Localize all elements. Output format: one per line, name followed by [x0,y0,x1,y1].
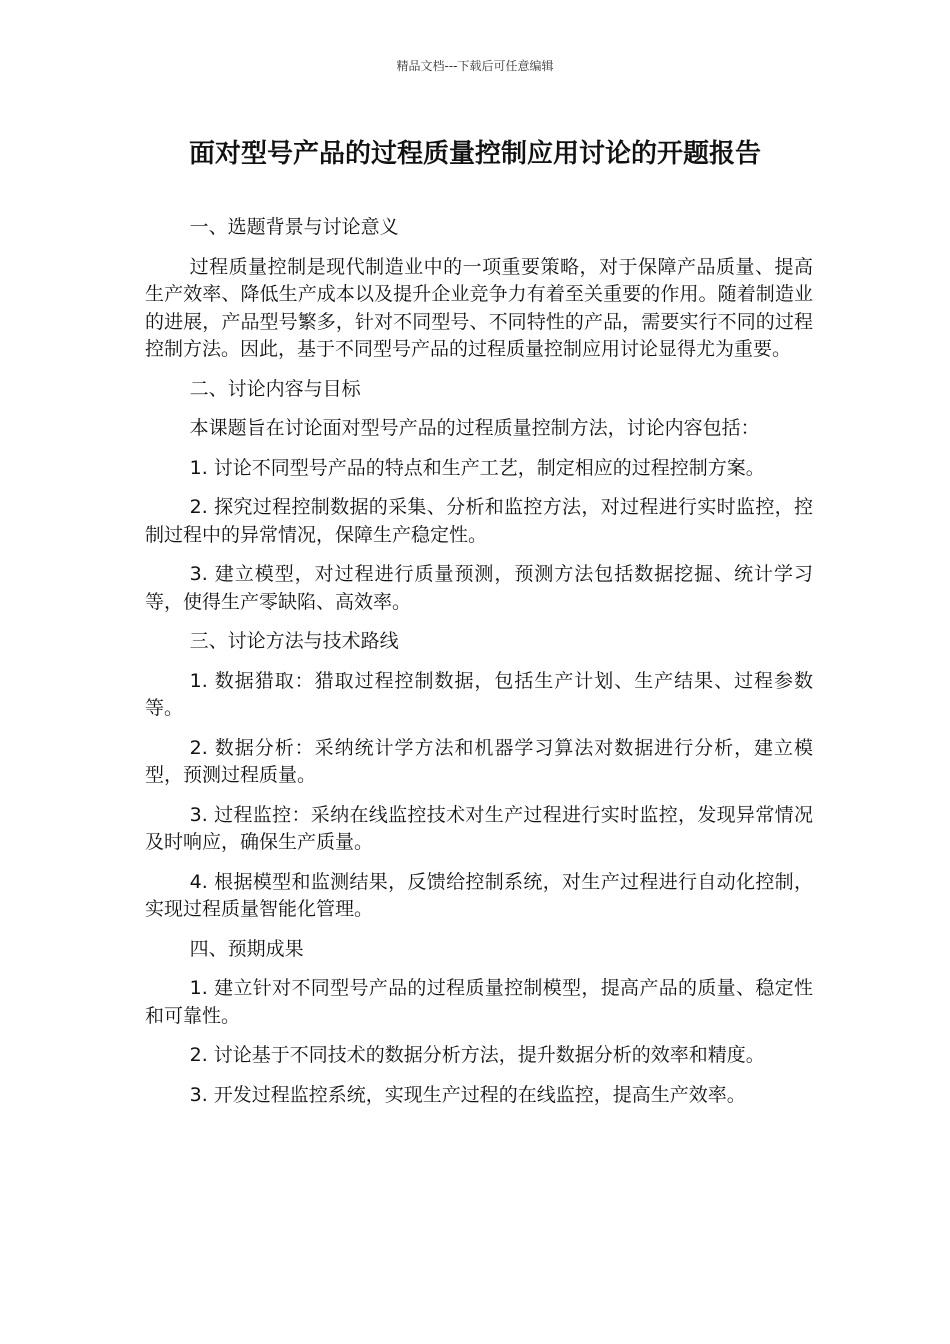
section-heading-methods: 三、讨论方法与技术路线 [189,630,399,652]
document-body [145,214,813,1121]
list-item-result-3: 3. 开发过程监控系统，实现生产过程的在线监控，提高生产效率。 [189,1083,746,1106]
document-title: 面对型号产品的过程质量控制应用讨论的开题报告 [188,139,761,169]
list-item-result-2: 2. 讨论基于不同技术的数据分析方法，提升数据分析的效率和精度。 [189,1044,765,1066]
list-item-method-1: 1. 数据猎取：猎取过程控制数据，包括生产计划、生产结果、过程参数等。 [145,669,813,719]
paragraph-background: 过程质量控制是现代制造业中的一项重要策略，对于保障产品质量、提高生产效率、降低生产成本以及提升企业竞争力有着至关重要的作用。随着制造业的进展，产品型号繁多，针对不同型号、不同特性的产品，需要实行不同的过程控制方法。因此，基于不同型号产品的过程质量控制应用讨论显得尤为重要。 [145,255,813,360]
list-item-content-3: 3. 建立模型，对过程进行质量预测，预测方法包括数据挖掘、统计学习等，使得生产零缺陷、高效率。 [145,563,813,613]
section-heading-expected-results: 四、预期成果 [189,937,304,960]
paragraph-content-intro: 本课题旨在讨论面对型号产品的过程质量控制方法，讨论内容包括： [189,417,760,439]
header-note: 精品文档---下载后可任意编辑 [396,59,554,73]
list-item-method-3: 3. 过程监控：采纳在线监控技术对生产过程进行实时监控，发现异常情况及时响应，确保生产质量。 [145,803,813,853]
list-item-result-1: 1. 建立针对不同型号产品的过程质量控制模型，提高产品的质量、稳定性和可靠性。 [145,977,813,1027]
list-item-content-1: 1. 讨论不同型号产品的特点和生产工艺，制定相应的过程控制方案。 [189,456,765,479]
section-heading-content-goals: 二、讨论内容与目标 [189,377,361,400]
list-item-method-2: 2. 数据分析：采纳统计学方法和机器学习算法对数据进行分析，建立模型，预测过程质量。 [145,736,813,786]
section-heading-background: 一、选题背景与讨论意义 [189,216,399,238]
list-item-content-2: 2. 探究过程控制数据的采集、分析和监控方法，对过程进行实时监控，控制过程中的异常情况，保障生产稳定性。 [145,496,813,546]
list-item-method-4: 4. 根据模型和监测结果，反馈给控制系统，对生产过程进行自动化控制，实现过程质量智能化管理。 [145,870,813,920]
